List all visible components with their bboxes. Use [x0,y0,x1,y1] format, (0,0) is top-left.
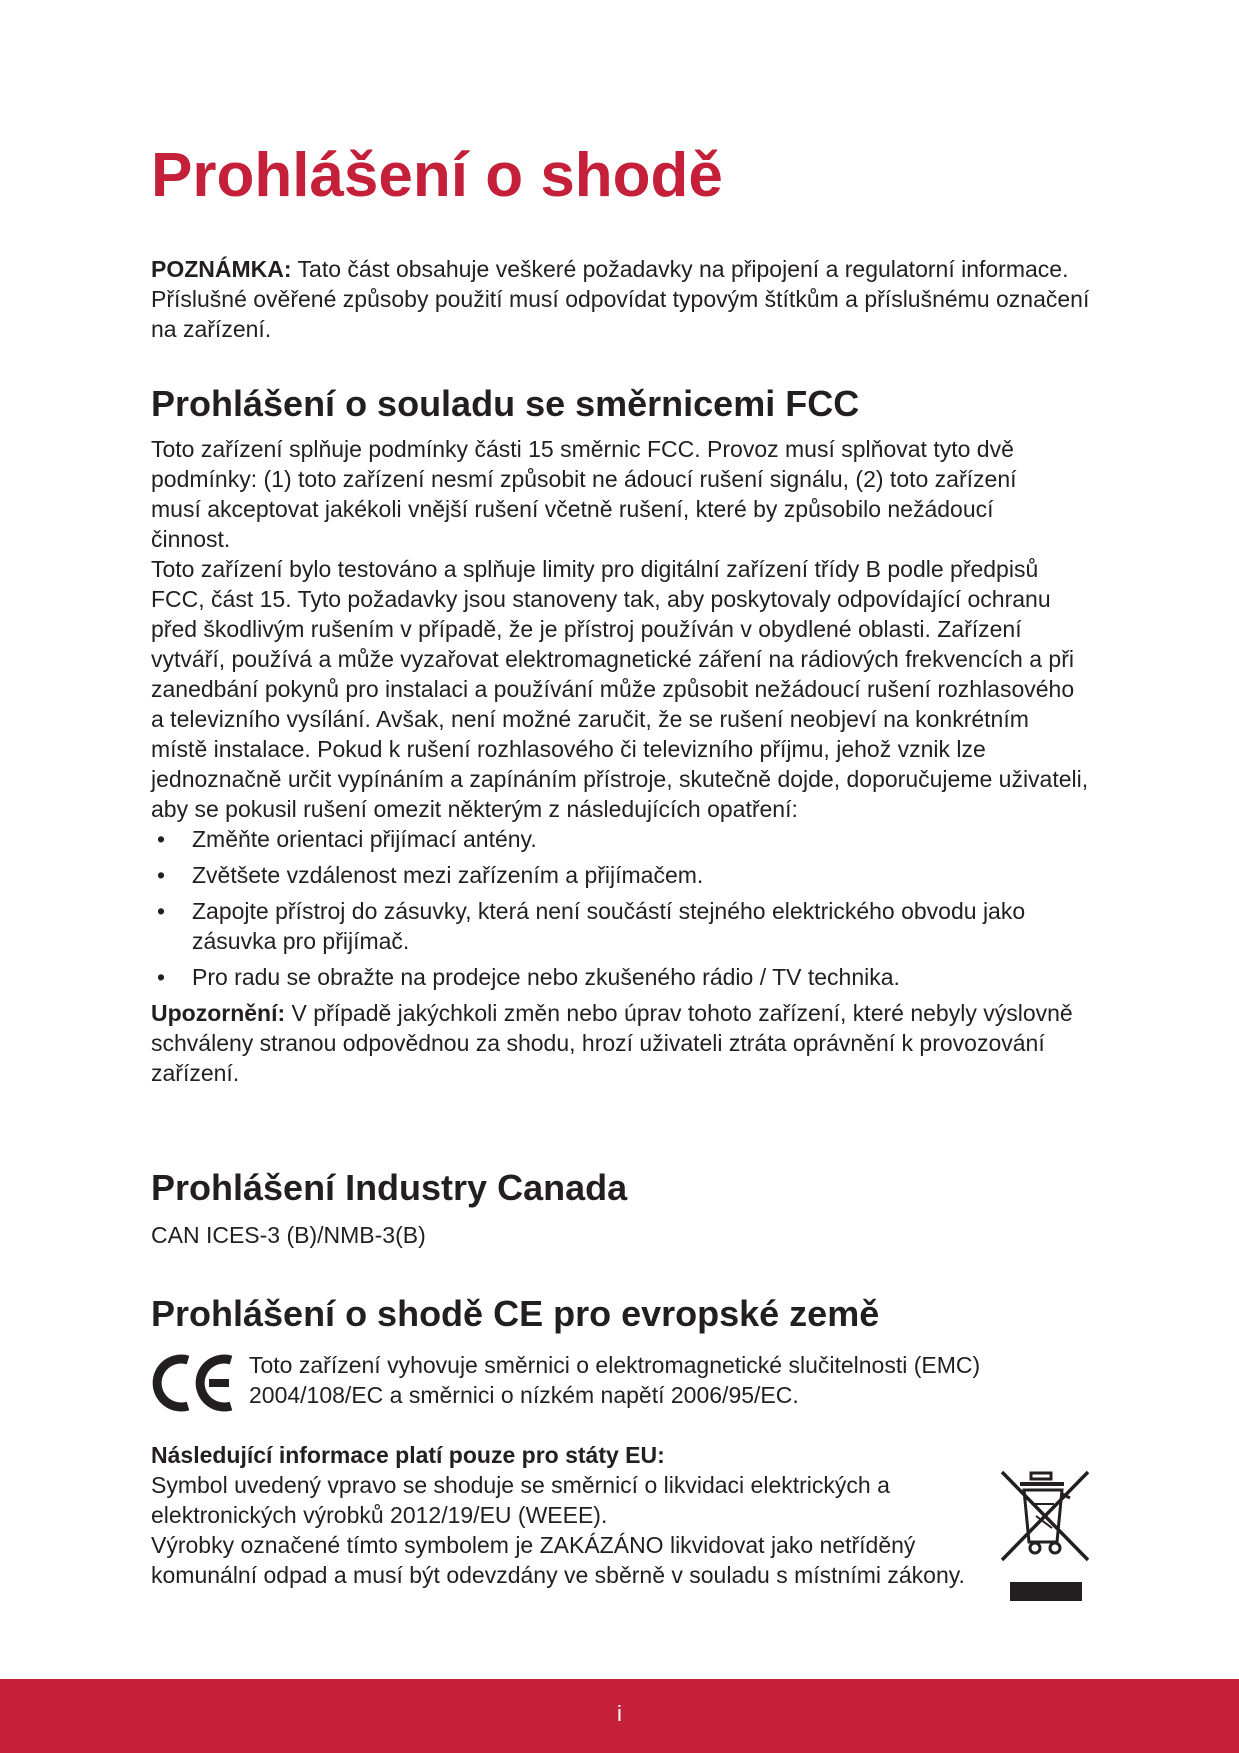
ce-section [151,1292,1091,1336]
eu-section [151,1440,996,1590]
list-item-text: Zvětšete vzdálenost mezi zařízením a přijímačem. [192,862,704,888]
list-item [151,896,1091,956]
eu-label: Následující informace platí pouze pro státy EU: [151,1442,665,1468]
canada-heading: Prohlášení Industry Canada [151,1167,628,1208]
bullet-icon: • [157,898,166,924]
note-paragraph [151,254,1091,344]
fcc-paragraph-2: Toto zařízení bylo testováno a splňuje limity pro digitální zařízení třídy B podle předpisů FCC, část 15. Tyto požadavky jsou stanoveny tak, aby poskytovaly odpovídající ochranu před škodlivým rušením v případě, že je přístroj používán v obydlené oblasti. Zařízení vytváří, používá a může vyzařovat elektromagnetické záření na rádiových frekvencích a při zanedbání pokynů pro instalaci a používání může způsobit nežádoucí rušení rozhlasového a televizního vysílání. Avšak, není možné zaručit, že se rušení neobjeví na konkrétním místě instalace. Pokud k rušení rozhlasového či televizního příjmu, jehož vznik lze jednoznačně určit vypínáním a zapínáním přístroje, skutečně dojde, doporučujeme uživateli, aby se pokusil rušení omezit některým z následujících opatření: [151,556,1089,822]
list-item [151,860,1091,890]
bullet-icon: • [157,826,166,852]
fcc-section [151,382,1091,1088]
list-item-text: Změňte orientaci přijímací antény. [192,826,537,852]
warning-text: V případě jakýchkoli změn nebo úprav tohoto zařízení, které nebyly výslovně schváleny stranou odpovědnou za shodu, hrozí uživateli ztráta oprávnění k provozování zařízení. [151,1000,1073,1086]
eu-paragraph-1: Symbol uvedený vpravo se shoduje se směrnicí o likvidaci elektrických a elektronických výrobků 2012/19/EU (WEEE). [151,1472,890,1528]
ce-text: Toto zařízení vyhovuje směrnici o elektromagnetické slučitelnosti (EMC) 2004/108/EC a směrnici o nízkém napětí 2006/95/EC. [249,1352,981,1408]
canada-section [151,1166,1091,1250]
eu-paragraph-2: Výrobky označené tímto symbolem je ZAKÁZÁNO likvidovat jako netříděný komunální odpad a musí být odevzdány ve sběrně v souladu s místními zákony. [151,1532,965,1588]
list-item [151,824,1091,854]
bullet-icon: • [157,862,166,888]
warning-label: Upozornění: [151,1000,286,1026]
note-text: Tato část obsahuje veškeré požadavky na připojení a regulatorní informace. Příslušné ověřené způsoby použití musí odpovídat typovým štítkům a příslušnému označení na zařízení. [151,256,1090,342]
ce-heading: Prohlášení o shodě CE pro evropské země [151,1293,880,1334]
fcc-measures-list [151,824,1091,992]
page-title: Prohlášení o shodě [151,141,723,210]
warning-paragraph [151,998,1091,1088]
fcc-heading: Prohlášení o souladu se směrnicemi FCC [151,383,860,424]
note-section [151,254,1091,344]
bullet-icon: • [157,964,166,990]
fcc-paragraph-1: Toto zařízení splňuje podmínky části 15 směrnic FCC. Provoz musí splňovat tyto dvě podmínky: (1) toto zařízení nesmí způsobit ne ádoucí rušení signálu, (2) toto zařízení musí akceptovat jakékoli vnější rušení včetně rušení, které by způsobilo nežádoucí činnost. [151,436,1017,552]
list-item-text: Zapojte přístroj do zásuvky, která není součástí stejného elektrického obvodu jako zásuvka pro přijímač. [192,898,1026,954]
ce-mark-icon [151,1350,235,1416]
note-label: POZNÁMKA: [151,256,292,282]
footer-bar [0,1679,1239,1753]
crossed-out-wheelie-bin-icon [1000,1470,1090,1602]
canada-text: CAN ICES-3 (B)/NMB-3(B) [151,1222,426,1248]
list-item [151,962,1091,992]
list-item-text: Pro radu se obražte na prodejce nebo zkušeného rádio / TV technika. [192,964,900,990]
page-number: i [617,1701,622,1726]
